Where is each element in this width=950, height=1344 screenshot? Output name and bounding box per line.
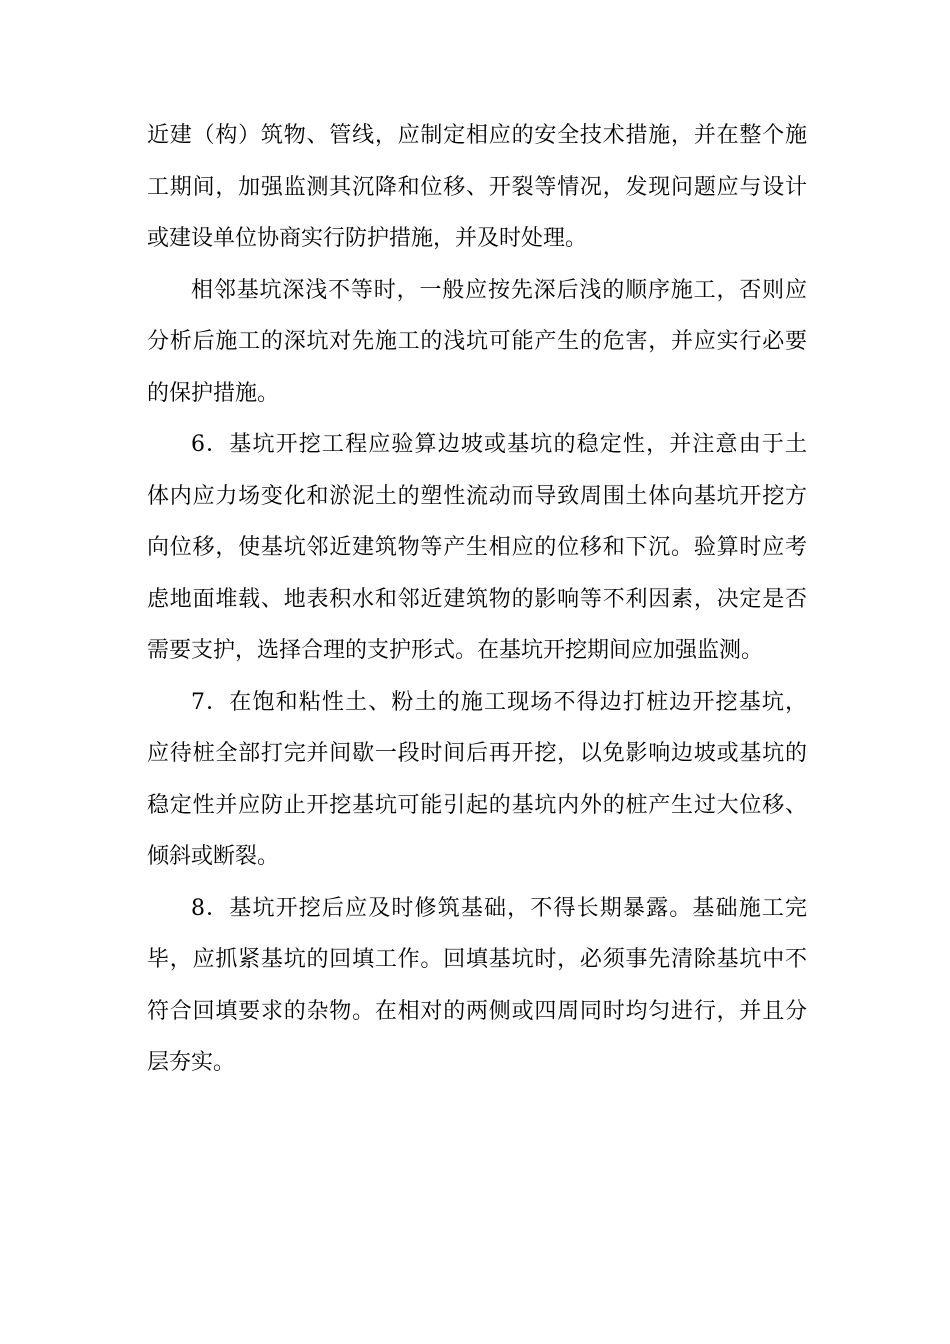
paragraph-item-7: [147, 677, 807, 883]
text-line: 符合回填要求的杂物。在相对的两侧或四周同时均匀进行，并且分: [147, 998, 807, 1024]
text-line: 虑地面堆载、地表积水和邻近建筑物的影响等不利因素，决定是否: [147, 586, 807, 612]
text-line: 稳定性并应防止开挖基坑可能引起的基坑内外的桩产生过大位移、: [147, 792, 807, 818]
text-line: 或建设单位协商实行防护措施，并及时处理。: [147, 226, 588, 251]
paragraph-1: [147, 110, 807, 265]
document-body: [147, 110, 807, 1089]
text-line: 应待桩全部打完并间歇一段时间后再开挖，以免影响边坡或基坑的: [147, 741, 807, 766]
paragraph-item-6: [147, 419, 807, 677]
paragraph-2: [147, 265, 807, 420]
text-line: 7．在饱和粘性土、粉土的施工现场不得边打桩边开挖基坑，: [191, 689, 807, 715]
text-line: 层夯实。: [147, 1050, 236, 1075]
text-line: 8．基坑开挖后应及时修筑基础，不得长期暴露。基础施工完: [191, 895, 807, 921]
text-line: 分析后施工的深坑对先施工的浅坑可能产生的危害，并应实行必要: [147, 329, 807, 354]
text-line: 工期间，加强监测其沉降和位移、开裂等情况，发现问题应与设计: [147, 174, 807, 200]
text-line: 体内应力场变化和淤泥土的塑性流动而导致周围土体向基坑开挖方: [147, 483, 807, 509]
text-line: 毕，应抓紧基坑的回填工作。回填基坑时，必须事先清除基坑中不: [147, 947, 807, 972]
paragraph-item-8: [147, 883, 807, 1089]
text-line: 相邻基坑深浅不等时，一般应按先深后浅的顺序施工，否则应: [191, 277, 807, 303]
text-line: 向位移，使基坑邻近建筑物等产生相应的位移和下沉。验算时应考: [147, 535, 807, 560]
text-line: 需要支护，选择合理的支护形式。在基坑开挖期间应加强监测。: [147, 638, 764, 663]
text-line: 6．基坑开挖工程应验算边坡或基坑的稳定性，并注意由于土: [191, 432, 807, 457]
text-line: 的保护措施。: [147, 380, 280, 406]
text-line: 倾斜或断裂。: [147, 844, 280, 869]
text-line: 近建（构）筑物、管线，应制定相应的安全技术措施，并在整个施: [147, 123, 807, 148]
